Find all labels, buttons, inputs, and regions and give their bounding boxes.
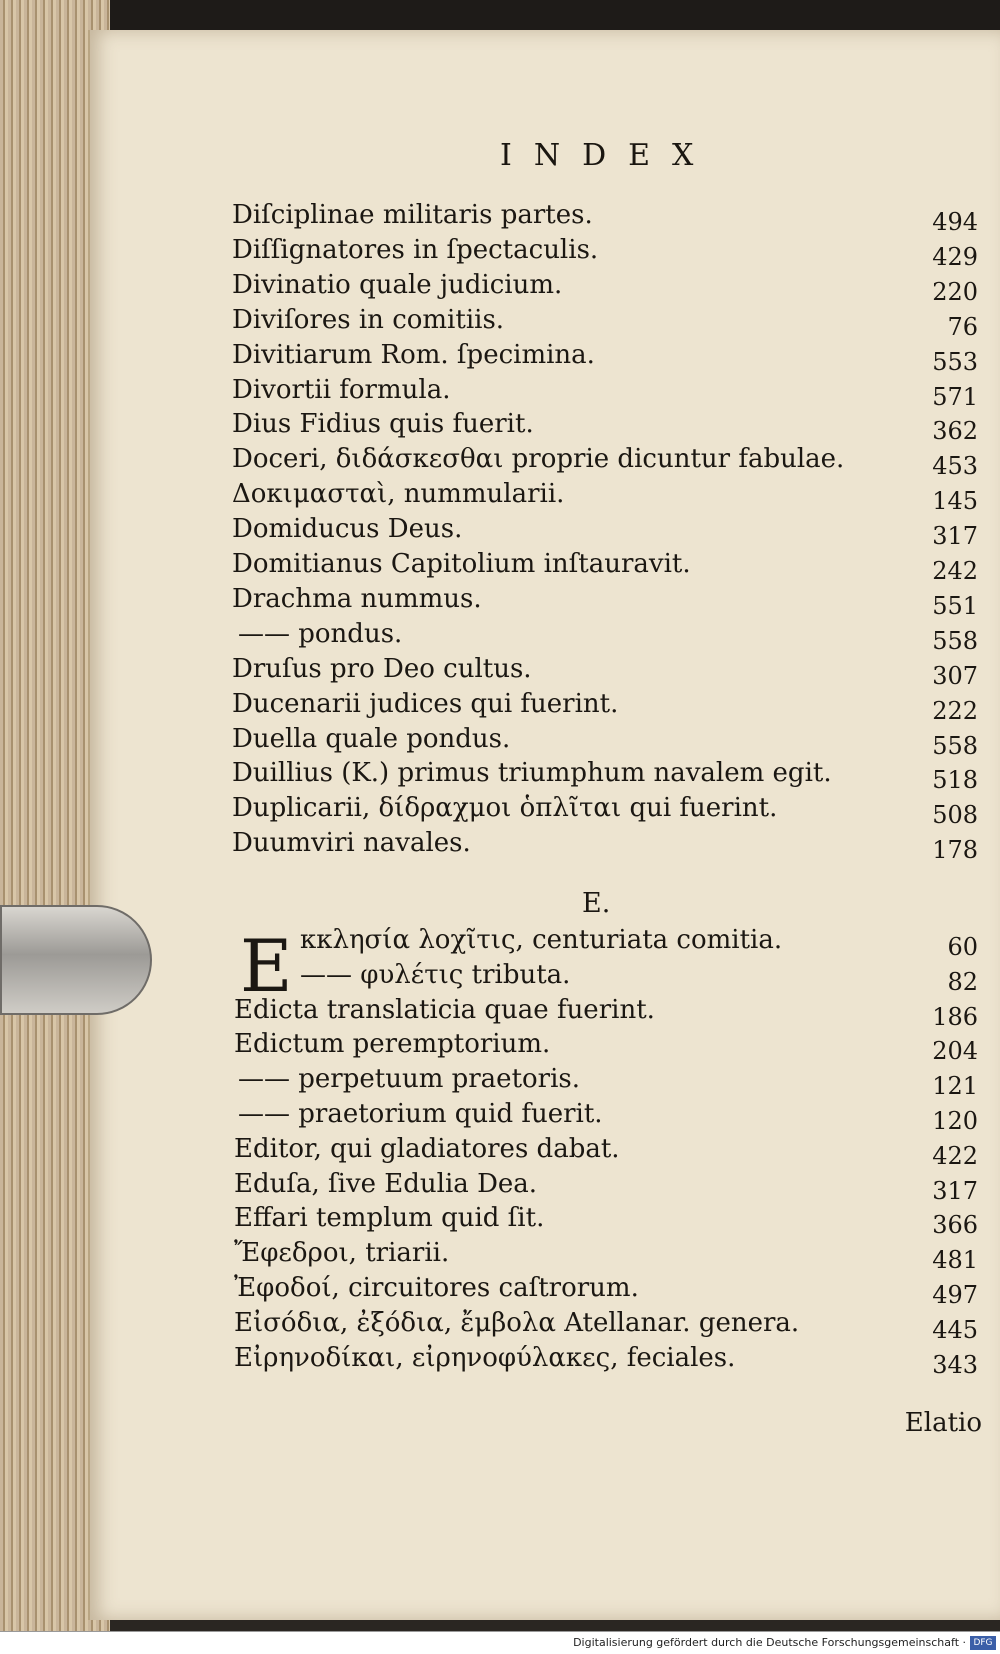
index-term: —— φυλέτις tributa. — [300, 959, 571, 990]
index-row — [0, 1064, 1000, 1101]
index-page-number: 60 — [947, 933, 978, 961]
index-term: —— pondus. — [238, 618, 403, 649]
index-term: Eduſa, ſive Edulia Dea. — [234, 1168, 538, 1199]
index-row — [0, 1134, 1000, 1168]
index-term: Divinatio quale judicium. — [232, 269, 563, 300]
index-term: Duillius (K.) primus triumphum navalem egit. — [232, 758, 832, 789]
index-row — [0, 1029, 1000, 1066]
index-page-number: 366 — [932, 1211, 978, 1240]
initial-letter: E — [240, 924, 293, 1008]
index-page-number: 551 — [932, 591, 978, 620]
index-page-number: 120 — [932, 1107, 978, 1135]
index-term: Divitiarum Rom. ſpecimina. — [232, 339, 595, 370]
index-term: Editor, qui gladiatores dabat. — [234, 1133, 620, 1164]
index-row — [0, 305, 1000, 339]
index-term: Εἰρηνοδίκαι, εἰρηνοφύλακες, feciales. — [234, 1342, 736, 1373]
index-term: Diſciplinae militaris partes. — [232, 200, 593, 230]
index-term: Effari templum quid ſit. — [234, 1203, 545, 1234]
index-term: Diſſignatores in ſpectaculis. — [232, 234, 599, 265]
index-term: —— perpetuum praetoris. — [238, 1064, 581, 1095]
index-row — [0, 828, 1000, 865]
index-page-number: 178 — [932, 836, 978, 865]
index-row — [0, 270, 1000, 304]
index-row — [0, 758, 1000, 795]
index-row — [0, 619, 1000, 653]
index-page-number: 445 — [932, 1315, 978, 1344]
index-page-number: 242 — [932, 557, 978, 585]
index-row — [0, 549, 1000, 583]
index-page-number: 343 — [932, 1350, 978, 1379]
index-row — [0, 654, 1000, 688]
index-row — [0, 724, 1000, 758]
index-page-number: 571 — [932, 382, 978, 411]
index-page-number: 317 — [932, 522, 978, 551]
index-page-number: 317 — [932, 1176, 978, 1205]
index-row — [0, 1308, 1000, 1342]
index-row — [0, 689, 1000, 723]
index-row — [0, 925, 1000, 959]
index-page-number: 220 — [932, 277, 978, 306]
catchword: Elatio — [904, 1408, 982, 1438]
index-term: Domiducus Deus. — [232, 514, 463, 545]
index-term: Ἐφοδοί, circuitores caſtrorum. — [234, 1273, 639, 1303]
index-term: Dius Fidius quis fuerit. — [232, 409, 534, 440]
index-page-number: 508 — [932, 801, 978, 830]
index-term: Δοκιμασταὶ, nummularii. — [232, 479, 565, 510]
footer-text: Digitalisierung gefördert durch die Deutsche Forschungsgemeinschaft · — [573, 1636, 966, 1649]
index-page-number: 494 — [932, 208, 978, 236]
index-row — [0, 995, 1000, 1029]
index-page-number: 429 — [932, 242, 978, 271]
index-row — [0, 340, 1000, 374]
index-term: Edicta translaticia quae fuerint. — [234, 994, 655, 1025]
index-term: Duella quale pondus. — [232, 723, 511, 754]
index-term: —— praetorium quid fuerit. — [238, 1099, 603, 1129]
index-page-number: 497 — [932, 1281, 978, 1309]
index-row — [0, 409, 1000, 446]
index-page-number: 76 — [947, 312, 978, 341]
index-row — [0, 375, 1000, 409]
page-header: INDEX — [500, 138, 716, 173]
index-term: κκλησία λοχῖτις, centuriata comitia. — [300, 925, 783, 955]
index-page-number: 82 — [947, 967, 978, 996]
index-page-number: 558 — [932, 731, 978, 760]
index-page-number: 422 — [932, 1141, 978, 1170]
index-term: Doceri, διδάσκεσθαι proprie dicuntur fabulae. — [232, 444, 845, 475]
index-term: Εἰσόδια, ἐξόδια, ἔμβολα Atellanar. genera. — [234, 1307, 800, 1338]
index-term: Druſus pro Deo cultus. — [232, 653, 532, 684]
index-term: Edictum peremptorium. — [234, 1029, 551, 1060]
index-row — [0, 960, 1000, 994]
index-page-number: 186 — [932, 1002, 978, 1031]
index-page-number: 518 — [932, 766, 978, 795]
dfg-logo: DFG — [970, 1636, 996, 1650]
index-page-number: 121 — [932, 1072, 978, 1101]
index-term: Diviſores in comitiis. — [232, 304, 505, 335]
index-page-number: 145 — [932, 487, 978, 516]
index-page-number: 222 — [932, 696, 978, 725]
index-term: Domitianus Capitolium inſtauravit. — [232, 549, 691, 579]
index-page-number: 204 — [932, 1037, 978, 1066]
index-term: Duplicarii, δίδραχμοι ὁπλῖται qui fuerint. — [232, 793, 778, 824]
index-term: Ἔφεδροι, triarii. — [234, 1238, 450, 1269]
index-row — [0, 1273, 1000, 1307]
index-page-number: 307 — [932, 661, 978, 690]
index-term: Drachma nummus. — [232, 583, 482, 614]
index-row — [0, 1169, 1000, 1203]
index-row — [0, 1343, 1000, 1377]
index-row — [0, 1203, 1000, 1240]
digitization-footer — [0, 1631, 1000, 1654]
index-term: Ducenarii judices qui fuerint. — [232, 688, 619, 719]
index-row — [0, 200, 1000, 234]
index-row — [0, 1099, 1000, 1133]
index-page-number: 558 — [932, 626, 978, 655]
index-row — [0, 444, 1000, 481]
index-term: Duumviri navales. — [232, 828, 471, 859]
section-letter: E. — [582, 888, 611, 919]
index-page-number: 453 — [932, 452, 978, 481]
index-row — [0, 479, 1000, 516]
index-row — [0, 235, 1000, 269]
index-row — [0, 1238, 1000, 1275]
index-row — [0, 793, 1000, 830]
index-row — [0, 514, 1000, 551]
index-row — [0, 584, 1000, 618]
index-page-number: 553 — [932, 347, 978, 376]
index-term: Divortii formula. — [232, 374, 451, 405]
index-page-number: 362 — [932, 417, 978, 446]
index-page-number: 481 — [932, 1246, 978, 1275]
